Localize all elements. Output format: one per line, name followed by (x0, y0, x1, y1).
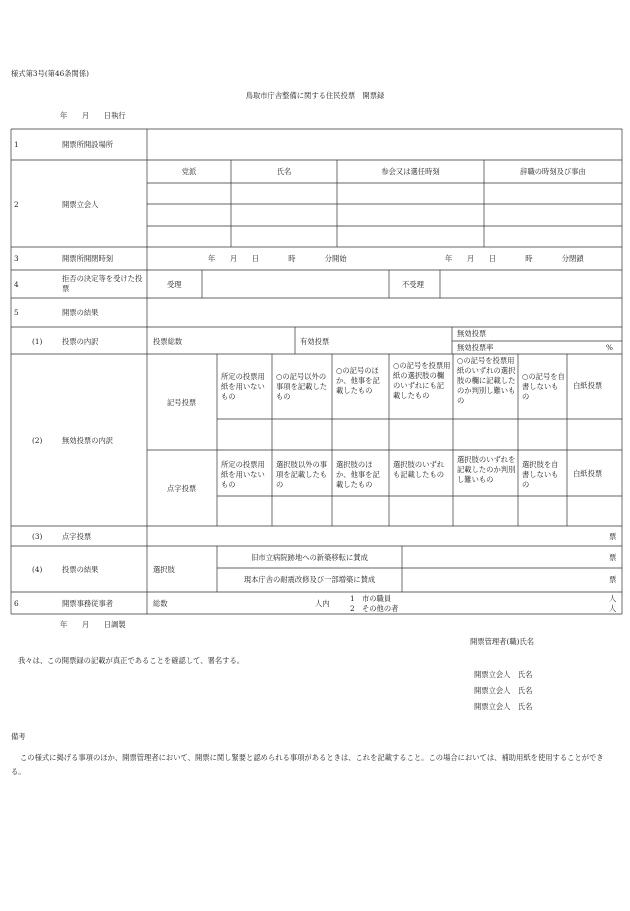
staff-city-unit: 人 (609, 594, 617, 603)
witness-signature-3: 開票立会人 氏名 (474, 702, 533, 711)
row-3-label: 開票所開閉時刻 (62, 254, 114, 263)
form-title: 鳥取市庁舎整備に関する住民投票 開票録 (245, 91, 385, 100)
row-5-2-label: 無効投票の内訳 (62, 436, 114, 445)
kigo-col-5: ○の記号を投票用紙のいずれの選択肢の欄に記載したのか判別し難いもの (457, 356, 516, 405)
rejected-label: 不受理 (402, 280, 424, 289)
choice-2: 現本庁舎の耐震改修及び一部増築に賛成 (243, 575, 376, 584)
tenji-col-4: 選択肢のいずれも記載したもの (393, 460, 445, 479)
row-5-2-number: (2) (32, 436, 43, 445)
tenji-vote-label: 点字投票 (167, 484, 197, 493)
row-5-1-number: (1) (32, 337, 43, 346)
staff-others: 2 その他の者 (350, 604, 399, 613)
staff-others-unit: 人 (609, 604, 617, 613)
tenji-col-1: 所定の投票用紙を用いないもの (221, 460, 265, 489)
staff-total-label: 総数 (153, 599, 168, 608)
notes-body: この様式に掲げる事項のほか、開票管理者において、開票に関し緊要と認められる事項があるときは、これを記載すること。この場合においては、補助用紙を使用することができる。 (11, 753, 604, 776)
row-4-number: 4 (14, 280, 19, 289)
row-5-label: 開票の結果 (62, 308, 99, 317)
kigo-col-3: ○の記号のほか、他事を記載したもの (336, 366, 380, 395)
row-1-number: 1 (14, 140, 19, 149)
close-time: 年 月 日 時 分閉鎖 (445, 254, 584, 263)
row-5-number: 5 (14, 308, 19, 317)
accepted-label: 受理 (167, 280, 182, 289)
execution-date: 年 月 日執行 (60, 111, 126, 120)
confirmation-statement: 我々は、この開票録の記載が真正であることを確認して、署名する。 (18, 656, 245, 665)
kigo-col-4: ○の記号を投票用紙の選択肢の欄のいずれにも記載したもの (393, 361, 451, 400)
tenji-col-3: 選択肢のほか、他事を記載したもの (336, 460, 380, 489)
tenji-col-2: 選択肢以外の事項を記載したもの (276, 460, 328, 489)
row-6-label: 開票事務従事者 (62, 599, 114, 608)
kigo-col-6: ○の記号を自書しないもの (522, 372, 565, 401)
open-time: 年 月 日 時 分開始 (208, 254, 347, 263)
row-5-4-number: (4) (32, 565, 43, 574)
kigo-col-2: ○の記号以外の事項を記載したもの (276, 372, 328, 401)
row-5-3-unit: 票 (609, 532, 617, 541)
witness-signature-2: 開票立会人 氏名 (474, 686, 533, 695)
choice-1-unit: 票 (609, 553, 617, 562)
notes-title: 備考 (11, 732, 26, 741)
staff-city-employees: 1 市の職員 (350, 594, 392, 603)
preparation-date: 年 月 日調製 (60, 620, 126, 629)
kigo-vote-label: 記号投票 (167, 398, 197, 407)
invalid-votes-label: 無効投票 (457, 329, 487, 338)
choice-label: 選択肢 (153, 565, 175, 574)
form-number: 様式第3号(第46条関係) (11, 69, 89, 78)
row-5-1-label: 投票の内訳 (62, 337, 99, 346)
total-votes-label: 投票総数 (153, 337, 183, 346)
percent-sign: % (606, 343, 613, 352)
choice-2-unit: 票 (609, 575, 617, 584)
header-party: 党派 (181, 167, 197, 176)
row-5-3-number: (3) (32, 532, 43, 541)
witness-signature-1: 開票立会人 氏名 (474, 670, 533, 679)
header-attendance-time: 参会又は選任時刻 (381, 167, 440, 176)
choice-1: 旧市立病院跡地への新築移転に賛成 (251, 553, 368, 562)
row-4-label: 拒否の決定等を受けた投票 (62, 274, 143, 293)
staff-breakdown-label: 人内 (315, 599, 330, 608)
manager-signature-line: 開票管理者(職)氏名 (470, 637, 535, 646)
row-6-number: 6 (14, 599, 19, 608)
invalid-rate-label: 無効投票率 (457, 343, 494, 352)
kigo-col-7: 白紙投票 (573, 381, 603, 390)
header-name: 氏名 (276, 167, 292, 176)
tenji-col-7: 白紙投票 (573, 469, 603, 478)
header-resignation: 辞職の時刻及び事由 (520, 167, 586, 176)
valid-votes-label: 有効投票 (300, 337, 330, 346)
row-5-4-label: 投票の結果 (62, 565, 99, 574)
row-2-number: 2 (14, 200, 19, 209)
tenji-col-6: 選択肢を自書しないもの (522, 460, 559, 489)
row-5-3-label: 点字投票 (62, 532, 92, 541)
row-1-label: 開票所開設場所 (62, 140, 114, 149)
row-2-label: 開票立会人 (62, 200, 99, 209)
row-3-number: 3 (14, 254, 19, 263)
tenji-col-5: 選択肢のいずれを記載したのか判別し難いもの (457, 455, 516, 484)
kigo-col-1: 所定の投票用紙を用いないもの (221, 372, 265, 401)
